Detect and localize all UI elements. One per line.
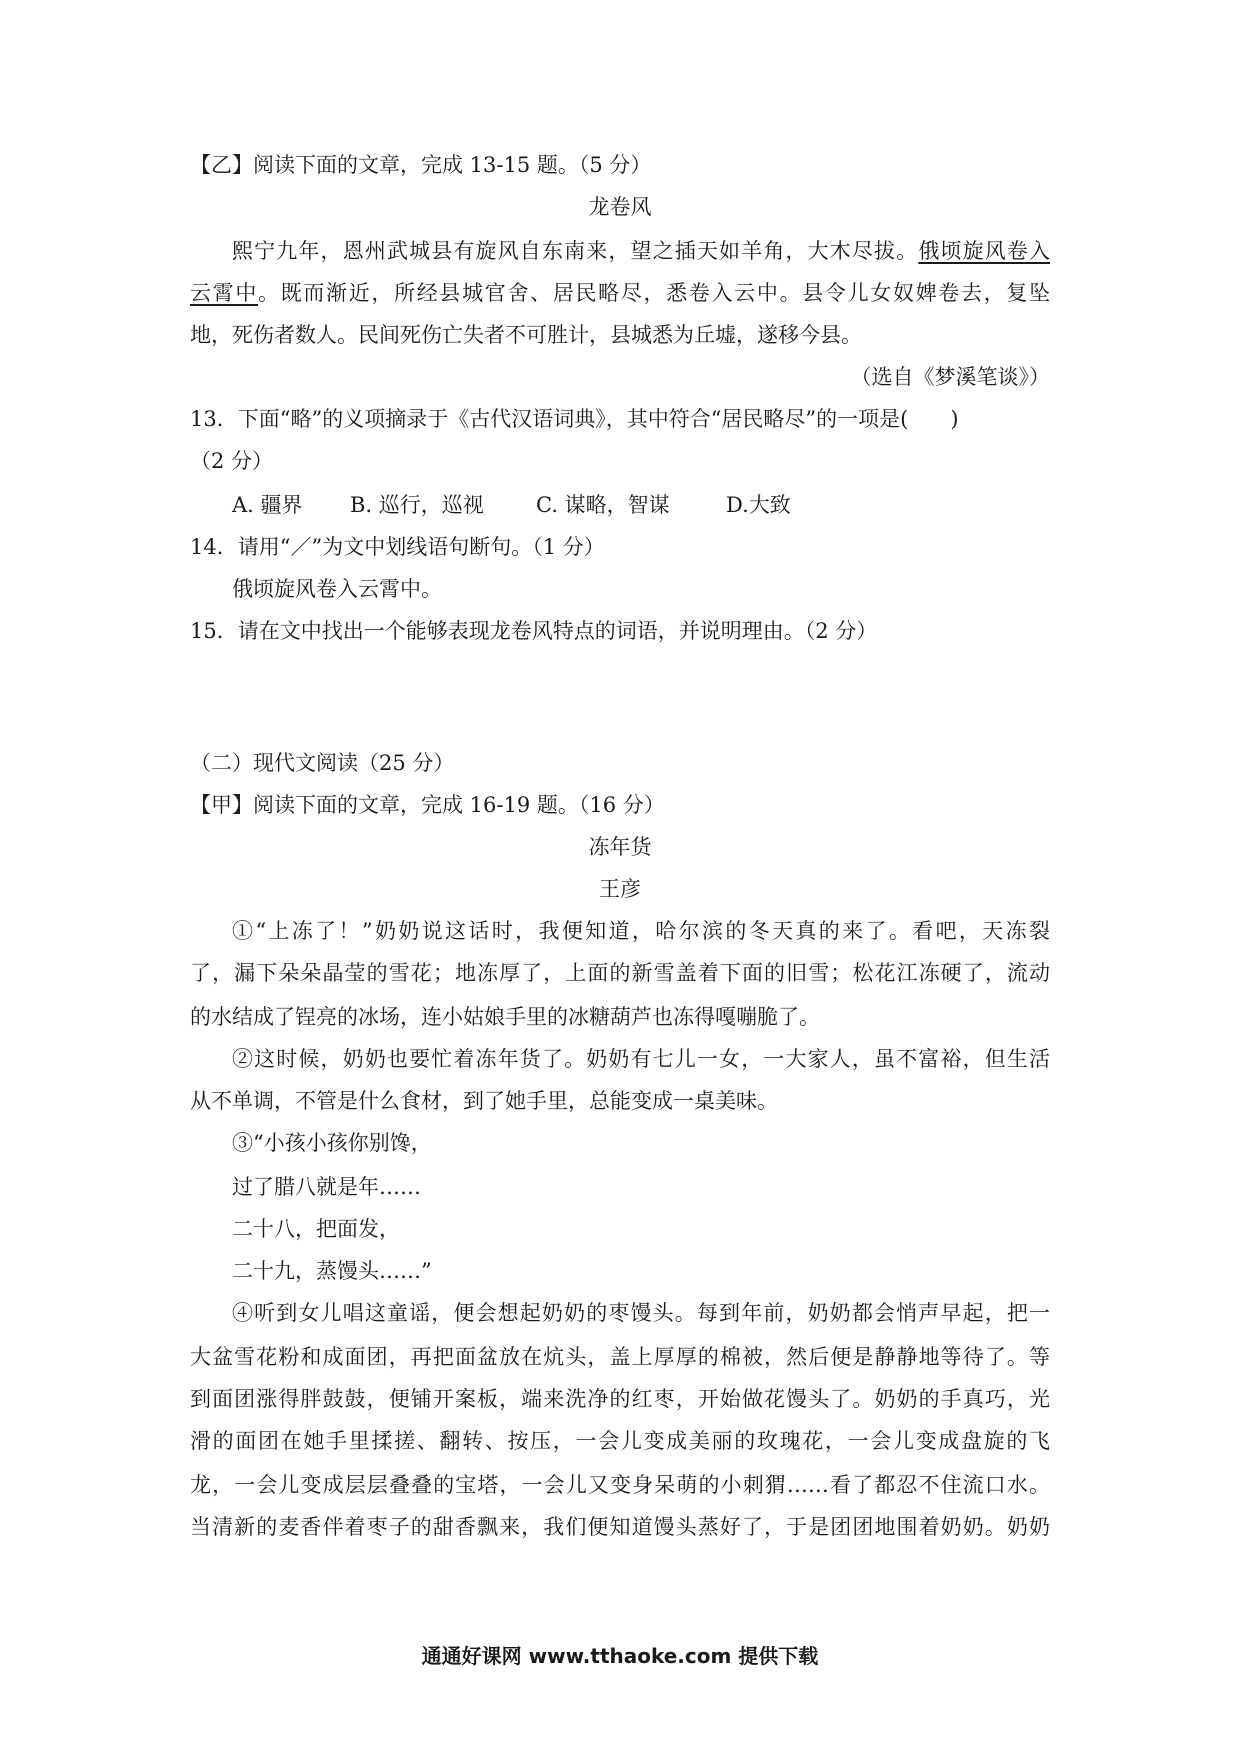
para-line: ①“上冻了！”奶奶说这话时，我便知道，哈尔滨的冬天真的来了。看吧，天冻裂: [232, 919, 1050, 943]
footer-download-note: 通通好课网 www.tthaoke.com 提供下载: [421, 1644, 819, 1668]
para-line: 的水结成了锃亮的冰场，连小姑娘手里的冰糖葫芦也冻得嘎嘣脆了。: [190, 1005, 820, 1029]
para-line: 云霄中。既而渐近，所经县城官舍、居民略尽，悉卷入云中。县令儿女奴婢卷去，复坠: [190, 281, 1051, 305]
option-c: C. 谋略，智谋: [536, 493, 670, 517]
article-author: 王彦: [599, 877, 641, 901]
para-line: 熙宁九年，恩州武城县有旋风自东南来，望之插天如羊角，大木尽拔。俄顷旋风卷入: [232, 239, 1051, 263]
option-d: D.大致: [726, 493, 791, 517]
question-15: 15．请在文中找出一个能够表现龙卷风特点的词语，并说明理由。（2 分）: [190, 619, 878, 643]
para-line: 龙，一会儿变成层层叠叠的宝塔，一会儿又变身呆萌的小刺猬……看了都忍不住流口水。: [190, 1473, 1050, 1497]
para-line: ②这时候，奶奶也要忙着冻年货了。奶奶有七儿一女，一大家人，虽不富裕，但生活: [232, 1047, 1050, 1071]
question-13: 13．下面“略”的义项摘录于《古代汉语词典》，其中符合“居民略尽”的一项是( ): [190, 407, 959, 431]
para-line: 地，死伤者数人。民间死伤亡失者不可胜计，县城悉为丘墟，遂移今县。: [190, 323, 862, 347]
article-title: 冻年货: [588, 835, 652, 859]
para-line: 到面团涨得胖鼓鼓，便铺开案板，端来洗净的红枣，开始做花馒头了。奶奶的手真巧，光: [190, 1387, 1050, 1411]
nursery-rhyme-line: 二十九，蒸馒头……”: [232, 1259, 432, 1283]
question-13-options: [232, 490, 1050, 520]
question-14: 14．请用“／”为文中划线语句断句。（1 分）: [190, 535, 605, 559]
question-14-sentence: 俄顷旋风卷入云霄中。: [232, 577, 442, 601]
section-two-heading: （二）现代文阅读（25 分）: [190, 751, 455, 775]
para-line: 了，漏下朵朵晶莹的雪花；地冻厚了，上面的新雪盖着下面的旧雪；松花江冻硬了，流动: [190, 961, 1050, 985]
nursery-rhyme-line: 二十八，把面发，: [232, 1217, 400, 1241]
nursery-rhyme-line: 过了腊八就是年……: [232, 1175, 421, 1199]
para-line: ④听到女儿唱这童谣，便会想起奶奶的枣馒头。每到年前，奶奶都会悄声早起，把一: [232, 1301, 1050, 1325]
question-13-score: （2 分）: [190, 449, 274, 473]
option-b: B. 巡行，巡视: [350, 493, 484, 517]
para-line: 大盆雪花粉和成面团，再把面盆放在炕头，盖上厚厚的棉被，然后便是静静地等待了。等: [190, 1345, 1050, 1369]
underlined-sentence: 云霄中: [190, 281, 259, 305]
section-yi-heading: 【乙】阅读下面的文章，完成 13-15 题。（5 分）: [190, 153, 652, 177]
source-citation: （选自《梦溪笔谈》）: [850, 365, 1050, 389]
para-line: 滑的面团在她手里揉搓、翻转、按压，一会儿变成美丽的玫瑰花，一会儿变成盘旋的飞: [190, 1429, 1050, 1453]
option-a: A. 疆界: [232, 493, 303, 517]
underlined-sentence: 俄顷旋风卷入: [918, 239, 1051, 263]
article-title-tornado: 龙卷风: [588, 195, 652, 219]
section-jia-heading: 【甲】阅读下面的文章，完成 16-19 题。（16 分）: [190, 793, 665, 817]
para-line: 从不单调，不管是什么食材，到了她手里，总能变成一桌美味。: [190, 1089, 778, 1113]
para-line: 当清新的麦香伴着枣子的甜香飘来，我们便知道馒头蒸好了，于是团团地围着奶奶。奶奶: [190, 1515, 1050, 1539]
nursery-rhyme-line: ③“小孩小孩你别馋，: [232, 1131, 432, 1155]
